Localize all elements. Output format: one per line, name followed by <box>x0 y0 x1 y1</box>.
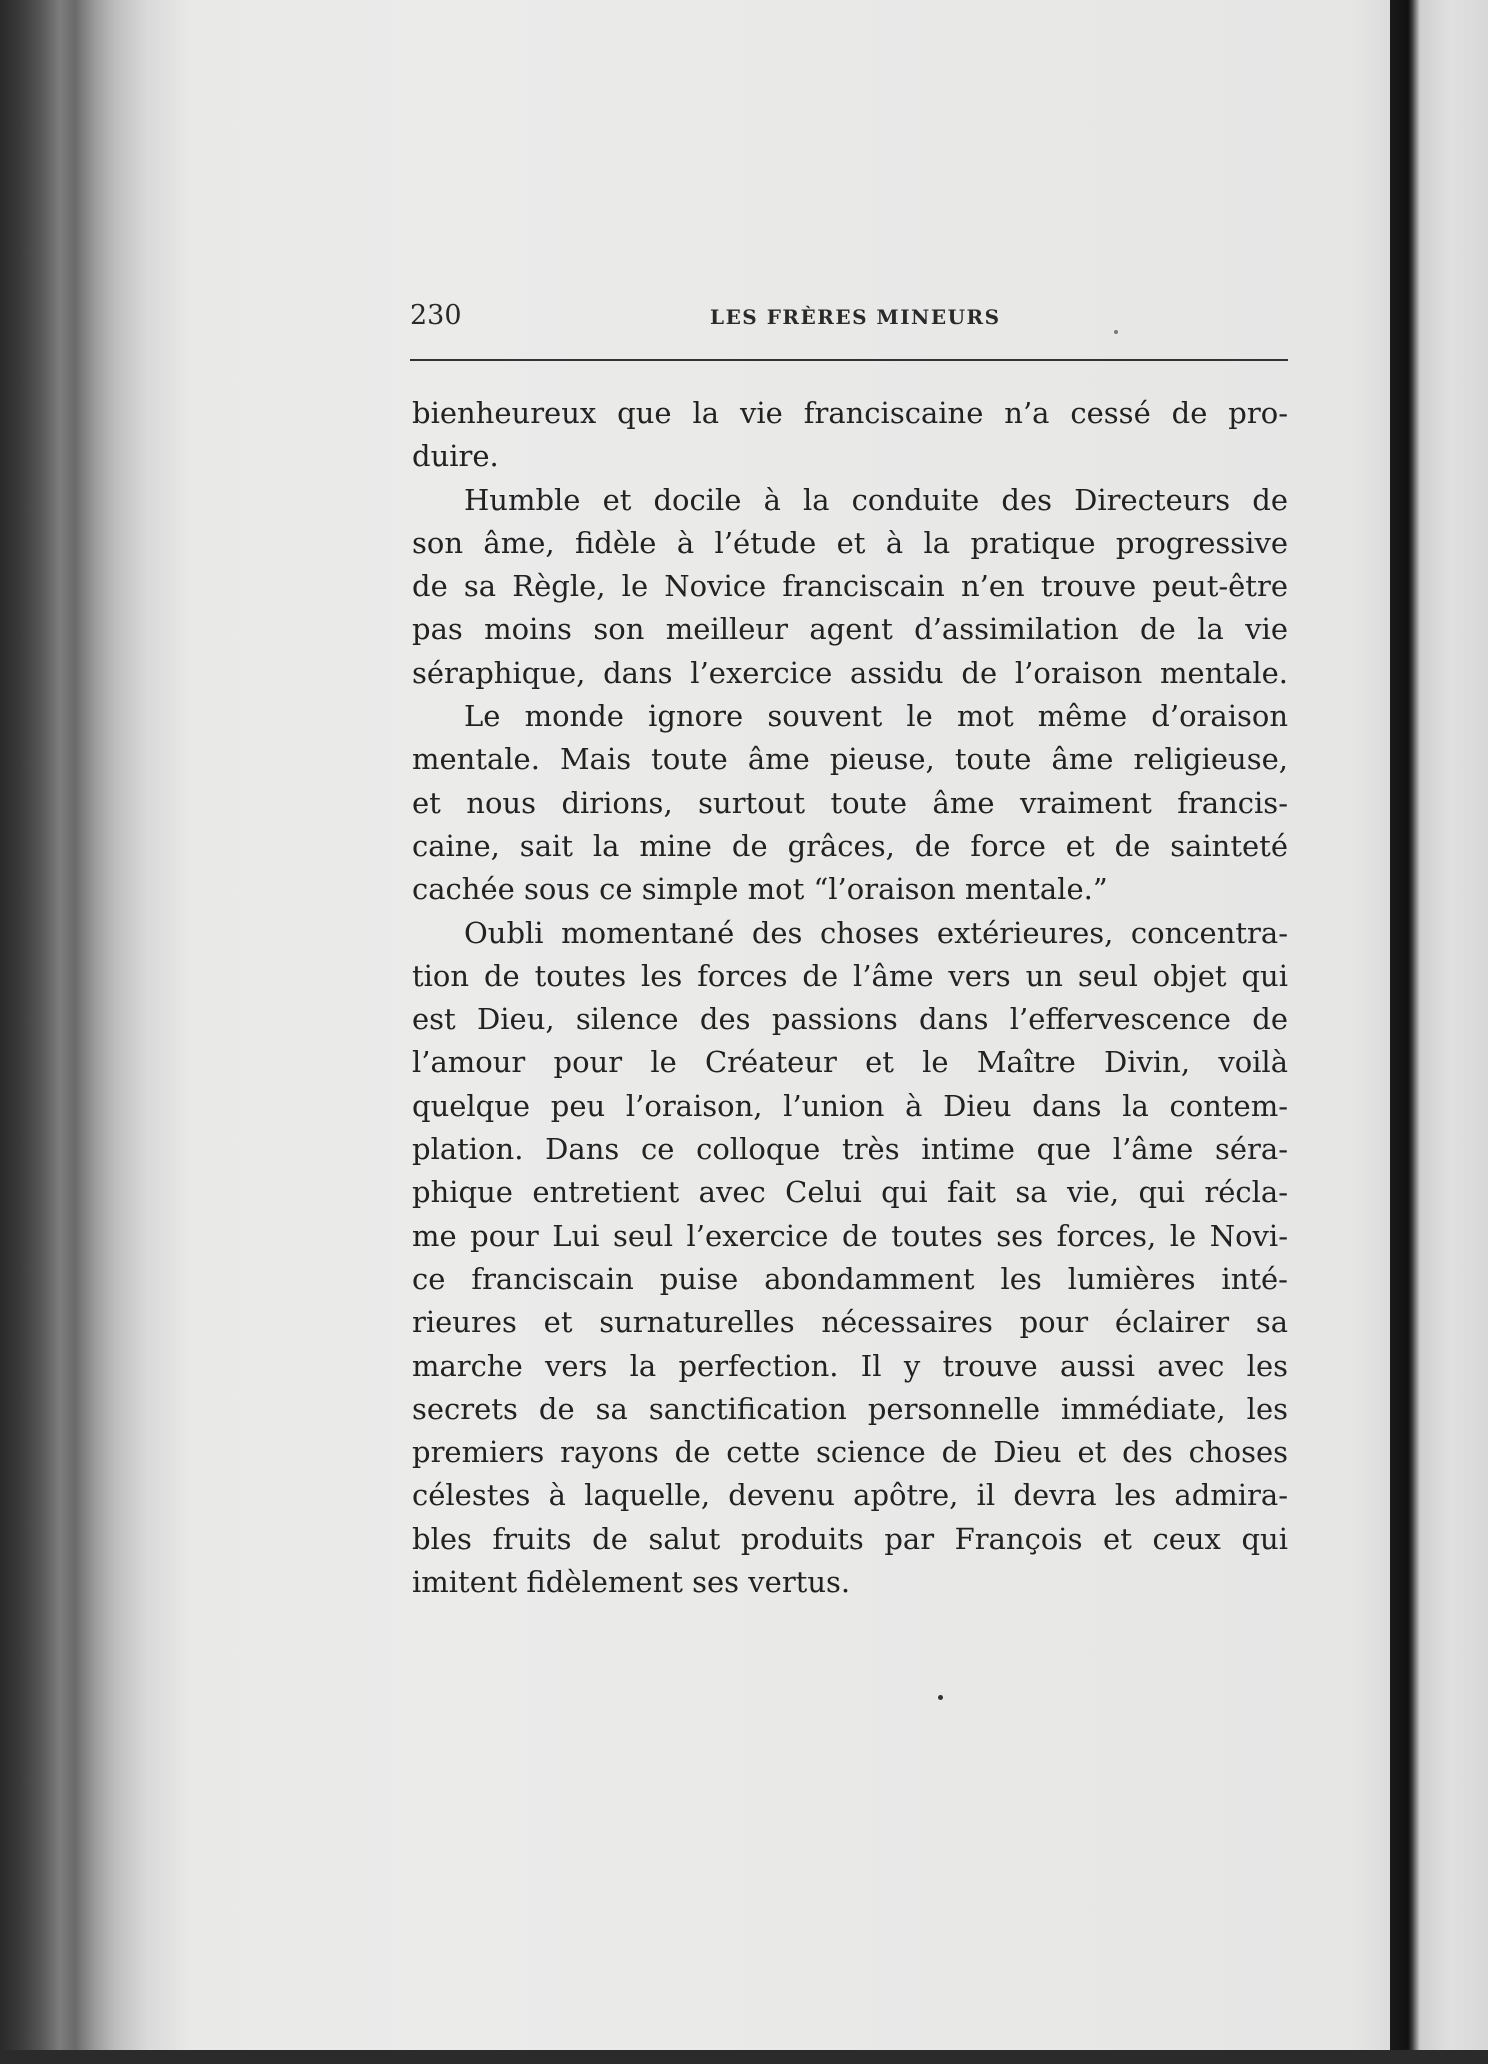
text-line: Le monde ignore souvent le mot même d’oraison <box>464 699 1288 734</box>
book-binding-gutter <box>0 0 150 2064</box>
text-line: Oubli momentané des choses extérieures, concentra- <box>464 915 1288 950</box>
text-line: pas moins son meilleur agent d’assimilation de la vie <box>412 612 1288 647</box>
running-title: LES FRÈRES MINEURS <box>710 305 1001 329</box>
text-line: est Dieu, silence des passions dans l’effervescence de <box>412 1002 1288 1037</box>
text-line: cachée sous ce simple mot “l’oraison mentale.” <box>412 872 1108 907</box>
text-line: plation. Dans ce colloque très intime que l’âme séra- <box>412 1132 1288 1167</box>
page-number: 230 <box>410 300 462 331</box>
text-line: rieures et surnaturelles nécessaires pour éclairer sa <box>412 1305 1288 1340</box>
text-line: me pour Lui seul l’exercice de toutes ses forces, le Novi- <box>412 1218 1288 1253</box>
text-line: mentale. Mais toute âme pieuse, toute âme religieuse, <box>412 742 1288 777</box>
text-line: célestes à laquelle, devenu apôtre, il devra les admira- <box>412 1478 1288 1513</box>
paragraph <box>412 912 1288 1605</box>
paragraph <box>412 392 1288 479</box>
paragraph <box>412 695 1288 911</box>
text-line: secrets de sa sanctification personnelle immédiate, les <box>412 1391 1288 1426</box>
page-bottom-edge <box>0 2050 1488 2064</box>
header-rule <box>410 359 1288 361</box>
text-line: bles fruits de salut produits par François et ceux qui <box>412 1521 1288 1556</box>
paper-speck <box>1114 330 1118 334</box>
text-line: et nous dirions, surtout toute âme vraiment francis- <box>412 785 1288 820</box>
text-line: phique entretient avec Celui qui fait sa vie, qui récla- <box>412 1175 1288 1210</box>
text-line: quelque peu l’oraison, l’union à Dieu dans la contem- <box>412 1088 1288 1123</box>
page-right-edge <box>1390 0 1488 2064</box>
text-line: de sa Règle, le Novice franciscain n’en trouve peut-être <box>412 569 1288 604</box>
text-line: premiers rayons de cette science de Dieu et des choses <box>412 1435 1288 1470</box>
body-text <box>412 392 1288 1604</box>
text-line: tion de toutes les forces de l’âme vers un seul objet qui <box>412 958 1288 993</box>
text-line: ce franciscain puise abondamment les lumières inté- <box>412 1261 1288 1296</box>
text-line: Humble et docile à la conduite des Directeurs de <box>464 482 1288 517</box>
text-line: l’amour pour le Créateur et le Maître Divin, voilà <box>412 1045 1288 1080</box>
text-line: séraphique, dans l’exercice assidu de l’oraison mentale. <box>412 655 1288 690</box>
text-line: son âme, fidèle à l’étude et à la pratique progressive <box>412 525 1288 560</box>
page-header <box>410 300 1288 350</box>
paragraph <box>412 479 1288 695</box>
text-line: marche vers la perfection. Il y trouve aussi avec les <box>412 1348 1288 1383</box>
text-line: caine, sait la mine de grâces, de force et de sainteté <box>412 828 1288 863</box>
text-line: bienheureux que la vie franciscaine n’a cessé de pro- <box>412 396 1288 430</box>
paper-speck <box>938 1695 943 1700</box>
text-line: duire. <box>412 439 499 474</box>
text-line: imitent fidèlement ses vertus. <box>412 1565 851 1600</box>
